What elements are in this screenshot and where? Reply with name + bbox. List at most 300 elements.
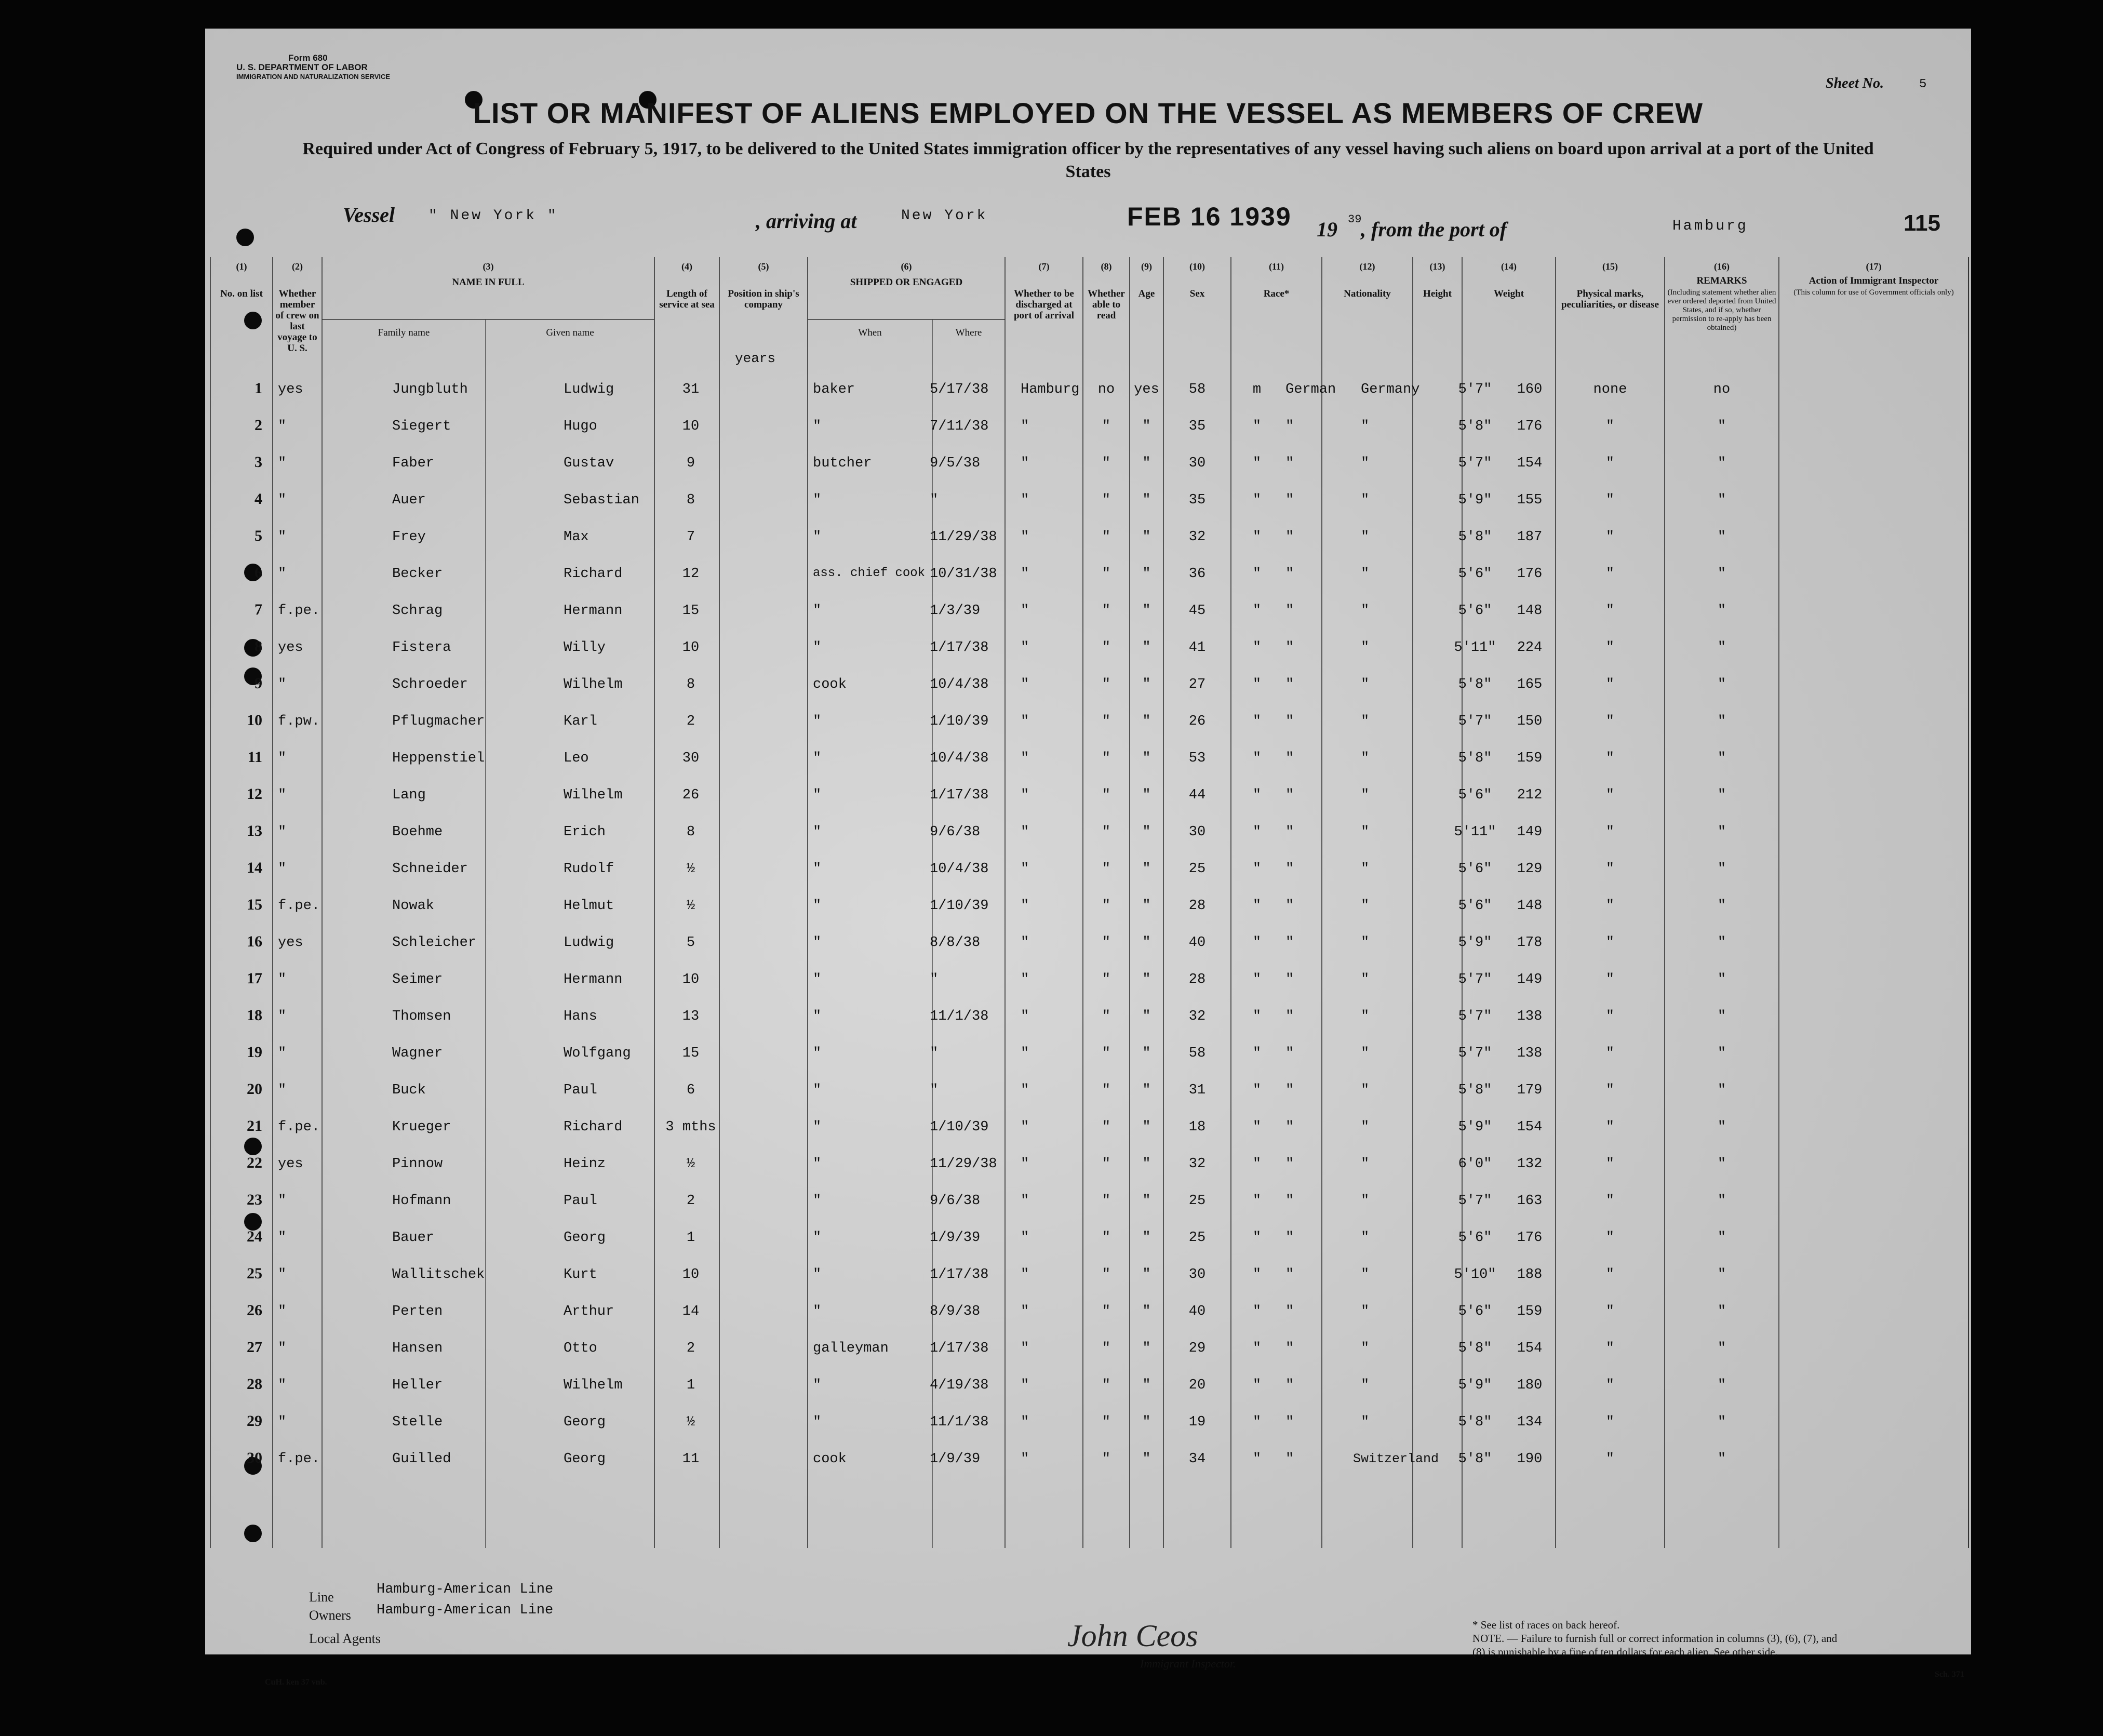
cell-family: Nowak xyxy=(392,898,435,914)
cell-remarks: " xyxy=(1717,603,1726,619)
cell-age: 36 xyxy=(1188,566,1206,582)
cell-sex: " xyxy=(1252,972,1262,987)
cell-disch: " xyxy=(1102,1378,1111,1393)
cell-service: ½ xyxy=(686,1156,695,1172)
cell-position: " xyxy=(813,529,822,545)
cell-when: 1/10/39 xyxy=(930,714,989,729)
cell-height: 5'9" xyxy=(1458,935,1492,951)
cell-race: German xyxy=(1285,382,1336,397)
row-number: 21 xyxy=(247,1117,262,1134)
cell-nat: " xyxy=(1361,1230,1370,1246)
cell-when: 1/17/38 xyxy=(930,640,989,656)
cell-where: " xyxy=(1021,677,1029,692)
column-header-note: (This column for use of Government officials only) xyxy=(1793,288,1954,297)
cell-where: " xyxy=(1021,714,1029,729)
column-number: (15) xyxy=(1602,261,1618,272)
column-header: Race* xyxy=(1263,288,1290,299)
cell-prev: " xyxy=(278,1378,287,1393)
cell-race: " xyxy=(1285,1009,1294,1024)
cell-when: 11/1/38 xyxy=(930,1414,989,1430)
vessel-label: Vessel xyxy=(343,203,395,226)
cell-position: " xyxy=(813,714,822,729)
cell-read: " xyxy=(1142,861,1151,877)
cell-weight: 187 xyxy=(1517,529,1543,545)
cell-weight: 176 xyxy=(1517,1230,1543,1246)
cell-prev: " xyxy=(278,456,287,471)
cell-race: " xyxy=(1285,1414,1294,1430)
cell-marks: " xyxy=(1605,714,1615,729)
cell-read: " xyxy=(1142,640,1151,656)
cell-read: " xyxy=(1142,456,1151,471)
cell-remarks: " xyxy=(1717,935,1726,951)
cell-prev: " xyxy=(278,824,287,840)
cell-nat: " xyxy=(1361,787,1370,803)
cell-nat: " xyxy=(1361,677,1370,692)
cell-age: 58 xyxy=(1188,1046,1206,1061)
form-code: CuH. ken 37 vnb. xyxy=(265,1678,327,1687)
cell-position: " xyxy=(813,1009,822,1024)
cell-remarks: " xyxy=(1717,1414,1726,1430)
cell-given: Ludwig xyxy=(564,935,614,951)
cell-age: 30 xyxy=(1188,824,1206,840)
column-number: (17) xyxy=(1866,261,1882,272)
cell-age: 32 xyxy=(1188,1009,1206,1024)
column-header: Physical marks, peculiarities, or disease xyxy=(1561,288,1659,310)
cell-nat: " xyxy=(1361,419,1370,434)
cell-where: " xyxy=(1021,1230,1029,1246)
cell-family: Jungbluth xyxy=(392,382,468,397)
cell-weight: 163 xyxy=(1517,1193,1543,1209)
cell-read: " xyxy=(1142,1451,1151,1467)
cell-read: " xyxy=(1142,1046,1151,1061)
cell-service: 30 xyxy=(682,751,700,766)
cell-remarks: " xyxy=(1717,419,1726,434)
cell-given: Georg xyxy=(564,1451,606,1467)
cell-weight: 149 xyxy=(1517,824,1543,840)
row-number: 23 xyxy=(247,1191,262,1208)
manifest-sheet xyxy=(205,29,1971,1687)
cell-sex: " xyxy=(1252,566,1262,582)
cell-position: " xyxy=(813,1193,822,1209)
schedule-number: Sch. 371 xyxy=(1935,1670,1964,1679)
cell-age: 25 xyxy=(1188,861,1206,877)
cell-height: 5'9" xyxy=(1458,492,1492,508)
cell-remarks: no xyxy=(1713,382,1731,397)
cell-age: 45 xyxy=(1188,603,1206,619)
cell-when: 9/6/38 xyxy=(930,1193,981,1209)
cell-height: 5'6" xyxy=(1458,898,1492,914)
row-number: 12 xyxy=(247,785,262,803)
cell-prev: " xyxy=(278,566,287,582)
cell-family: Wagner xyxy=(392,1046,443,1061)
cell-race: " xyxy=(1285,492,1294,508)
cell-read: " xyxy=(1142,1378,1151,1393)
cell-race: " xyxy=(1285,787,1294,803)
cell-remarks: " xyxy=(1717,787,1726,803)
cell-disch: " xyxy=(1102,1230,1111,1246)
cell-family: Guilled xyxy=(392,1451,451,1467)
from-port-label: , from the port of xyxy=(1361,218,1507,241)
cell-service: 5 xyxy=(686,935,695,951)
cell-disch: " xyxy=(1102,824,1111,840)
cell-weight: 134 xyxy=(1517,1414,1543,1430)
cell-given: Erich xyxy=(564,824,606,840)
manifest-number: 115 xyxy=(1904,210,1940,236)
cell-given: Hugo xyxy=(564,419,597,434)
cell-given: Sebastian xyxy=(564,492,639,508)
cell-position: " xyxy=(813,1267,822,1283)
cell-read: " xyxy=(1142,1193,1151,1209)
vessel-value: " New York " xyxy=(428,208,558,224)
cell-prev: " xyxy=(278,1304,287,1319)
cell-marks: " xyxy=(1605,456,1615,471)
cell-position: " xyxy=(813,1156,822,1172)
row-number: 28 xyxy=(247,1376,262,1393)
cell-disch: " xyxy=(1102,714,1111,729)
cell-race: " xyxy=(1285,898,1294,914)
cell-when: " xyxy=(930,1046,939,1061)
cell-read: " xyxy=(1142,1156,1151,1172)
cell-race: " xyxy=(1285,861,1294,877)
cell-given: Leo xyxy=(564,751,589,766)
cell-height: 5'11" xyxy=(1454,824,1496,840)
cell-weight: 129 xyxy=(1517,861,1543,877)
cell-read: " xyxy=(1142,787,1151,803)
cell-age: 41 xyxy=(1188,640,1206,656)
cell-sex: " xyxy=(1252,824,1262,840)
cell-read: " xyxy=(1142,1414,1151,1430)
footer-notes xyxy=(1472,1618,1846,1659)
cell-position: " xyxy=(813,419,822,434)
cell-prev: " xyxy=(278,751,287,766)
cell-position: " xyxy=(813,861,822,877)
cell-sex: " xyxy=(1252,492,1262,508)
cell-when: 5/17/38 xyxy=(930,382,989,397)
cell-given: Paul xyxy=(564,1193,597,1209)
column-header: REMARKS xyxy=(1696,275,1747,286)
cell-family: Lang xyxy=(392,787,426,803)
cell-where: " xyxy=(1021,1119,1029,1135)
cell-age: 40 xyxy=(1188,935,1206,951)
cell-marks: " xyxy=(1605,640,1615,656)
column-header: SHIPPED OR ENGAGED xyxy=(850,277,963,288)
cell-position: " xyxy=(813,1230,822,1246)
cell-age: 26 xyxy=(1188,714,1206,729)
cell-disch: " xyxy=(1102,1119,1111,1135)
cell-prev: " xyxy=(278,1341,287,1356)
cell-when: 1/3/39 xyxy=(930,603,981,619)
cell-read: " xyxy=(1142,751,1151,766)
cell-prev: f.pe. xyxy=(278,603,320,619)
cell-remarks: " xyxy=(1717,1119,1726,1135)
column-number: (5) xyxy=(758,261,769,272)
cell-age: 25 xyxy=(1188,1193,1206,1209)
cell-height: 5'10" xyxy=(1454,1267,1496,1283)
cell-prev: " xyxy=(278,1414,287,1430)
cell-read: " xyxy=(1142,1304,1151,1319)
row-number: 26 xyxy=(247,1302,262,1319)
cell-read: " xyxy=(1142,972,1151,987)
column-subheader: Given name xyxy=(546,327,594,338)
cell-service: ½ xyxy=(686,861,695,877)
page-subtitle: Required under Act of Congress of February 5, 1917, to be delivered to the United States immigration officer by the representatives of any vessel having such aliens on board upon arrival at a port of the United States xyxy=(302,139,1874,181)
cell-height: 5'8" xyxy=(1458,1341,1492,1356)
cell-race: " xyxy=(1285,1083,1294,1098)
cell-nat: " xyxy=(1361,751,1370,766)
cell-remarks: " xyxy=(1717,456,1726,471)
cell-prev: f.pe. xyxy=(278,1451,320,1467)
cell-age: 30 xyxy=(1188,456,1206,471)
cell-service: 31 xyxy=(682,382,700,397)
cell-nat: " xyxy=(1361,566,1370,582)
cell-read: " xyxy=(1142,529,1151,545)
row-number: 29 xyxy=(247,1412,262,1430)
cell-family: Becker xyxy=(392,566,443,582)
cell-sex: " xyxy=(1252,1378,1262,1393)
cell-read: " xyxy=(1142,492,1151,508)
cell-given: Kurt xyxy=(564,1267,597,1283)
cell-race: " xyxy=(1285,566,1294,582)
column-header: Whether to be discharged at port of arrival xyxy=(1013,288,1075,321)
cell-prev: yes xyxy=(278,935,303,951)
cell-remarks: " xyxy=(1717,1451,1726,1467)
cell-weight: 176 xyxy=(1517,419,1543,434)
cell-when: 1/9/39 xyxy=(930,1451,981,1467)
cell-race: " xyxy=(1285,751,1294,766)
cell-given: Max xyxy=(564,529,589,545)
cell-nat: " xyxy=(1361,1341,1370,1356)
cell-when: 1/17/38 xyxy=(930,1267,989,1283)
cell-sex: " xyxy=(1252,1414,1262,1430)
form-number: Form 680 xyxy=(288,53,328,63)
cell-where: " xyxy=(1021,1193,1029,1209)
column-number: (14) xyxy=(1501,261,1517,272)
cell-family: Thomsen xyxy=(392,1009,451,1024)
cell-height: 5'6" xyxy=(1458,861,1492,877)
cell-position: " xyxy=(813,787,822,803)
cell-family: Hansen xyxy=(392,1341,443,1356)
cell-family: Schneider xyxy=(392,861,468,877)
cell-position: butcher xyxy=(813,456,872,471)
cell-given: Georg xyxy=(564,1414,606,1430)
cell-nat: " xyxy=(1361,1304,1370,1319)
races-note: * See list of races on back hereof. xyxy=(1472,1619,1620,1631)
column-number: (6) xyxy=(901,261,912,272)
cell-given: Richard xyxy=(564,566,623,582)
cell-service: 8 xyxy=(686,677,695,692)
cell-disch: " xyxy=(1102,419,1111,434)
cell-marks: " xyxy=(1605,419,1615,434)
column-number: (10) xyxy=(1189,261,1205,272)
cell-where: " xyxy=(1021,1414,1029,1430)
column-number: (7) xyxy=(1038,261,1050,272)
cell-family: Heller xyxy=(392,1378,443,1393)
cell-marks: " xyxy=(1605,935,1615,951)
cell-disch: " xyxy=(1102,1009,1111,1024)
cell-nat: " xyxy=(1361,1046,1370,1061)
cell-height: 5'8" xyxy=(1458,751,1492,766)
cell-where: " xyxy=(1021,861,1029,877)
cell-weight: 165 xyxy=(1517,677,1543,692)
cell-remarks: " xyxy=(1717,1156,1726,1172)
cell-marks: " xyxy=(1605,603,1615,619)
column-header: Whether member of crew on last voyage to U. S. xyxy=(275,288,319,354)
cell-sex: " xyxy=(1252,1267,1262,1283)
cell-position: ass. chief cook xyxy=(813,566,926,580)
cell-height: 5'8" xyxy=(1458,419,1492,434)
cell-where: " xyxy=(1021,1046,1029,1061)
cell-family: Schroeder xyxy=(392,677,468,692)
sheet-number-label: Sheet No. xyxy=(1826,75,1884,91)
cell-service: 10 xyxy=(682,419,700,434)
cell-height: 5'7" xyxy=(1458,1046,1492,1061)
row-number: 7 xyxy=(254,601,262,618)
cell-where: " xyxy=(1021,1009,1029,1024)
cell-sex: " xyxy=(1252,1119,1262,1135)
cell-prev: " xyxy=(278,1230,287,1246)
cell-height: 5'6" xyxy=(1458,1230,1492,1246)
cell-service: 15 xyxy=(682,603,700,619)
cell-remarks: " xyxy=(1717,1193,1726,1209)
cell-service: 1 xyxy=(686,1230,695,1246)
cell-age: 18 xyxy=(1188,1119,1206,1135)
cell-race: " xyxy=(1285,935,1294,951)
column-header: NAME IN FULL xyxy=(452,277,525,288)
cell-disch: " xyxy=(1102,1083,1111,1098)
cell-sex: " xyxy=(1252,751,1262,766)
cell-prev: " xyxy=(278,972,287,987)
cell-sex: " xyxy=(1252,677,1262,692)
cell-when: " xyxy=(930,972,939,987)
row-number: 19 xyxy=(247,1044,262,1061)
cell-prev: " xyxy=(278,1193,287,1209)
cell-race: " xyxy=(1285,677,1294,692)
cell-remarks: " xyxy=(1717,1083,1726,1098)
row-number: 30 xyxy=(247,1449,262,1466)
cell-height: 5'6" xyxy=(1458,787,1492,803)
cell-weight: 148 xyxy=(1517,898,1543,914)
cell-when: 4/19/38 xyxy=(930,1378,989,1393)
cell-service: 1 xyxy=(686,1378,695,1393)
cell-remarks: " xyxy=(1717,1378,1726,1393)
column-header: Nationality xyxy=(1344,288,1391,299)
cell-disch: " xyxy=(1102,456,1111,471)
cell-weight: 149 xyxy=(1517,972,1543,987)
cell-marks: none xyxy=(1593,382,1627,397)
cell-weight: 190 xyxy=(1517,1451,1543,1467)
cell-disch: " xyxy=(1102,1341,1111,1356)
cell-weight: 224 xyxy=(1517,640,1543,656)
cell-service: 3 mths xyxy=(665,1119,716,1135)
column-header: Age xyxy=(1138,288,1155,299)
cell-height: 5'7" xyxy=(1458,714,1492,729)
cell-where: Hamburg xyxy=(1021,382,1080,397)
cell-weight: 154 xyxy=(1517,456,1543,471)
cell-height: 5'7" xyxy=(1458,456,1492,471)
cell-read: " xyxy=(1142,1341,1151,1356)
cell-prev: " xyxy=(278,787,287,803)
cell-when: 8/9/38 xyxy=(930,1304,981,1319)
cell-disch: " xyxy=(1102,898,1111,914)
cell-prev: f.pw. xyxy=(278,714,320,729)
row-number: 20 xyxy=(247,1080,262,1098)
cell-read: " xyxy=(1142,1119,1151,1135)
row-number: 3 xyxy=(254,453,262,471)
cell-age: 28 xyxy=(1188,898,1206,914)
cell-where: " xyxy=(1021,787,1029,803)
cell-family: Schrag xyxy=(392,603,443,619)
cell-given: Hermann xyxy=(564,603,623,619)
cell-race: " xyxy=(1285,1451,1294,1467)
column-number: (12) xyxy=(1359,261,1375,272)
cell-prev: yes xyxy=(278,382,303,397)
department-name: U. S. DEPARTMENT OF LABOR xyxy=(236,62,368,72)
cell-remarks: " xyxy=(1717,972,1726,987)
column-header: Height xyxy=(1423,288,1452,299)
cell-marks: " xyxy=(1605,751,1615,766)
cell-disch: " xyxy=(1102,492,1111,508)
cell-sex: m xyxy=(1252,382,1262,397)
cell-disch: " xyxy=(1102,1156,1111,1172)
cell-height: 5'8" xyxy=(1458,529,1492,545)
cell-where: " xyxy=(1021,419,1029,434)
cell-read: " xyxy=(1142,1267,1151,1283)
cell-where: " xyxy=(1021,492,1029,508)
cell-prev: yes xyxy=(278,1156,303,1172)
column-subheader: When xyxy=(858,327,882,338)
cell-height: 5'7" xyxy=(1458,972,1492,987)
cell-where: " xyxy=(1021,566,1029,582)
cell-service: 15 xyxy=(682,1046,700,1061)
cell-given: Wilhelm xyxy=(564,1378,623,1393)
cell-family: Pinnow xyxy=(392,1156,443,1172)
cell-position: " xyxy=(813,1378,822,1393)
cell-read: " xyxy=(1142,419,1151,434)
cell-when: 1/10/39 xyxy=(930,1119,989,1135)
cell-position: " xyxy=(813,492,822,508)
cell-disch: " xyxy=(1102,861,1111,877)
cell-family: Buck xyxy=(392,1083,426,1098)
cell-prev: " xyxy=(278,419,287,434)
cell-position: " xyxy=(813,603,822,619)
cell-when: 11/29/38 xyxy=(930,1156,997,1172)
cell-when: 11/29/38 xyxy=(930,529,997,545)
cell-position: " xyxy=(813,1119,822,1135)
cell-where: " xyxy=(1021,824,1029,840)
cell-family: Seimer xyxy=(392,972,443,987)
cell-nat: " xyxy=(1361,640,1370,656)
cell-race: " xyxy=(1285,1304,1294,1319)
cell-service: 10 xyxy=(682,972,700,987)
cell-given: Willy xyxy=(564,640,606,656)
cell-disch: " xyxy=(1102,1451,1111,1467)
cell-marks: " xyxy=(1605,1046,1615,1061)
cell-service: 10 xyxy=(682,640,700,656)
column-subheader: Family name xyxy=(378,327,430,338)
sheet-number-value: 5 xyxy=(1919,77,1927,91)
cell-service: 6 xyxy=(686,1083,695,1098)
column-number: (16) xyxy=(1714,261,1730,272)
cell-service: 7 xyxy=(686,529,695,545)
cell-when: 1/17/38 xyxy=(930,1341,989,1356)
cell-disch: " xyxy=(1102,603,1111,619)
cell-remarks: " xyxy=(1717,824,1726,840)
cell-weight: 138 xyxy=(1517,1009,1543,1024)
cell-prev: " xyxy=(278,861,287,877)
arriving-value: New York xyxy=(901,208,988,224)
cell-nat: " xyxy=(1361,1083,1370,1098)
cell-when: 7/11/38 xyxy=(930,419,989,434)
